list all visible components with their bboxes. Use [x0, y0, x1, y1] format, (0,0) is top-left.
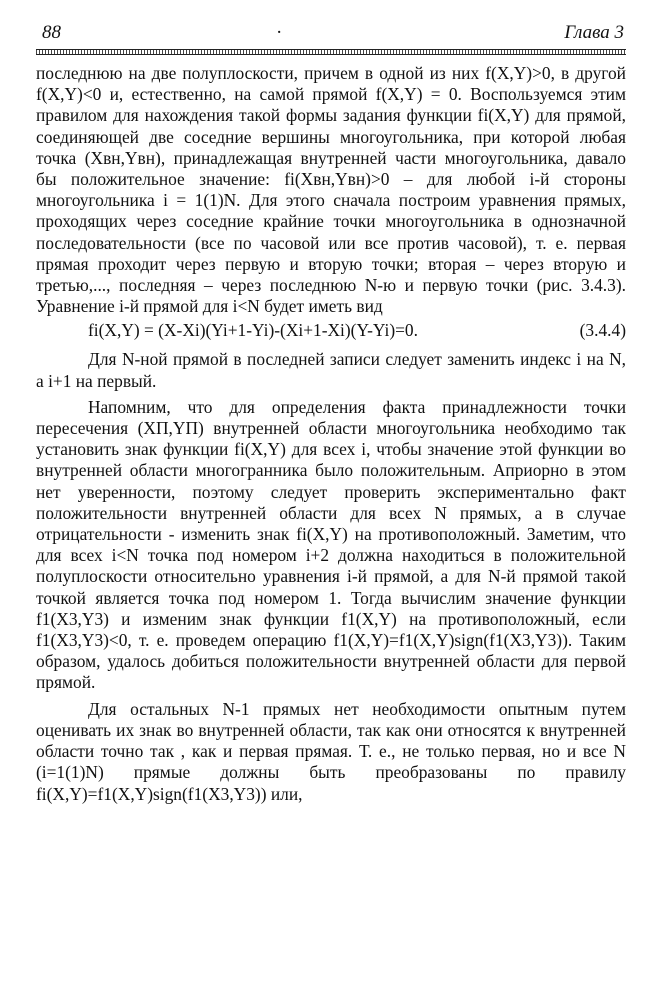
paragraph-3: Напомним, что для определения факта принадлежности точки пересечения (XП,YП) внутренней области многоугольника необходимо так установить знак функции fi(X,Y) для всех i, чтобы значение этой функции во внутренней области многогранника было положительным. Априорно в этом нет уверенности, поэтому следует проверить экспериментально факт положительности внутренней области для всех N прямых, а в случае отрицательности - изменить знак fi(X,Y) на противоположный. Заметим, что для всех i<N точка под номером i+2 должна находиться в положительной полуплоскости относительно уравнения i-й прямой, а для N-й прямой такой точкой является точка под номером 1. Тогда вычислим значение функции f1(X3,Y3) и изменим знак функции f1(X,Y) на противоположный, если f1(X3,Y3)<0, т. е. проведем операцию f1(X,Y)=f1(X,Y)sign(f1(X3,Y3)). Таким образом, удалось добиться положительности внутренней области для первой прямой. — [36, 396, 626, 693]
formula-3-4-4 — [36, 320, 626, 346]
paragraph-1: последнюю на две полуплоскости, причем в одной из них f(X,Y)>0, в другой f(X,Y)<0 и, естественно, на самой прямой f(X,Y) = 0. Воспользуемся этим правилом для нахождения такой формы задания функции fi(X,Y) для прямой, соединяющей две соседние вершины многоугольника, при которой любая точка (Xвн,Yвн), принадлежащая внутренней части многоугольника, давало бы положительное значение: fi(Xвн,Yвн)>0 – для любой i-й стороны многоугольника i = 1(1)N. Для этого сначала построим уравнения прямых, проходящих через соседние крайние точки многоугольника в однозначной последовательности (все по часовой или все против часовой), т. е. первая прямая проходит через первую и вторую точки; вторая – через вторую и третью,..., последняя – через последнюю N-ю и первую точки (рис. 3.4.3). Уравнение i-й прямой для i<N будет иметь вид — [36, 63, 626, 317]
header-dot: · — [276, 22, 283, 43]
paragraph-4: Для остальных N-1 прямых нет необходимости опытным путем оценивать их знак во внутренней области, так как они относятся к внутренней области точно так , как и первая прямая. Т. е., не только первая, но и все N (i=1(1)N) прямые должны быть преобразованы по правилу fi(X,Y)=f1(X,Y)sign(f1(X3,Y3)) или, — [36, 698, 626, 804]
formula-text: fi(X,Y) = (X-Xi)(Yi+1-Yi)-(Xi+1-Xi)(Y-Yi)=0. — [88, 320, 418, 341]
body-text — [36, 63, 626, 805]
chapter-title: Глава 3 — [564, 22, 624, 43]
formula-number: (3.4.4) — [579, 320, 626, 341]
paragraph-2: Для N-ной прямой в последней записи следует заменить индекс i на N, а i+1 на первый. — [36, 349, 626, 391]
header-rule — [36, 49, 626, 55]
page-number: 88 — [42, 22, 61, 43]
running-head — [36, 22, 624, 48]
